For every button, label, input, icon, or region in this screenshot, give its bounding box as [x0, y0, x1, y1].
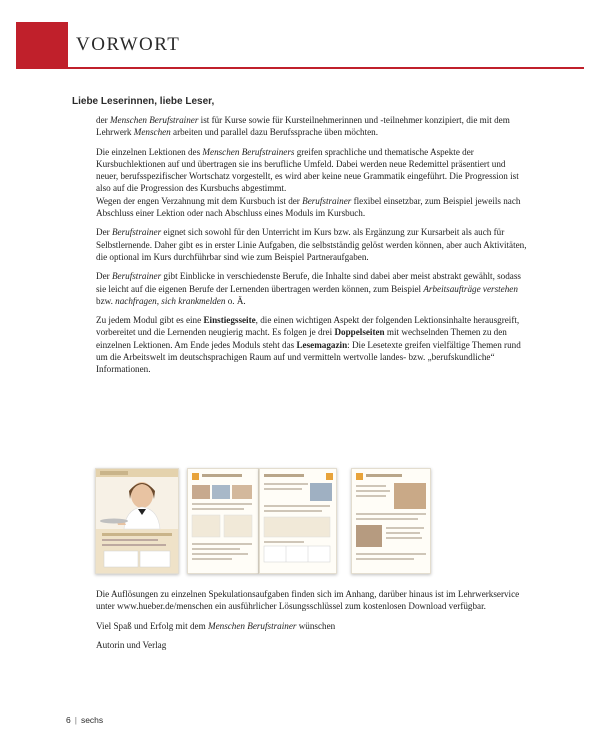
paragraph-lessons: Die einzelnen Lektionen des Menschen Berufstrainers greifen sprachliche und thematische Aspekte der Kursbuchlektionen auf und übertragen sie ins berufliche Umfeld. Dabei werden neue Redemittel präsentiert und neuer, berufsspezifischer Wortschatz vorgestellt, es wird aber keine neue Grammatik eingeführt. Die Progression ist also auf die Progression des Kursbuchs abgestimmt. Wegen der engen Verzahnung mit dem Kursbuch ist der Berufstrainer flexibel einsetzbar, zum Beispiel jeweils nach Abschluss einer Lektion oder nach Abschluss eines Moduls im Kursbuch. — [96, 146, 521, 219]
entry-page-illustration — [96, 469, 178, 573]
page-number-word: sechs — [80, 715, 104, 725]
double-page-right-thumbnail — [259, 468, 337, 574]
double-page-left-illustration — [188, 469, 258, 573]
page-number: 6 — [66, 715, 71, 725]
paragraph-professions: Der Berufstrainer gibt Einblicke in verschiedenste Berufe, die Inhalte sind dabei aber meist abstrakt gewählt, sodass sie leicht auf die eigenen Berufe der Lernenden übertragen werden können, zum Beispiel Arbeitsaufträge verstehen bzw. nachfragen, sich krankmelden o. Ä. — [96, 271, 521, 306]
paragraph-signature: Autorin und Verlag — [96, 639, 167, 650]
double-page-right-illustration — [260, 469, 336, 573]
page-footer — [66, 715, 103, 725]
paragraph-structure: Zu jedem Modul gibt es eine Einstiegsseite, die einen wichtigen Aspekt der folgenden Lektionsinhalte herausgreift, vorbereitet und die Lernenden neugierig macht. Es folgen je drei Doppelseiten mit wechselnden Themen zu den einzelnen Lektionen. Am Ende jedes Moduls steht das Lesemagazin: Die Lesetexte greifen vielfältige Themen rund um die Arbeitswelt im deutschsprachigen Raum auf und vermitteln wertvolle landes- bzw. „berufskundliche“ Informationen. — [96, 315, 521, 375]
header-red-block — [16, 22, 68, 68]
reading-magazine-thumbnail — [351, 468, 431, 574]
entry-page-thumbnail — [95, 468, 179, 574]
reading-magazine-illustration — [352, 469, 430, 573]
greeting: Liebe Leserinnen, liebe Leser, — [72, 96, 215, 107]
paragraph-wishes: Viel Spaß und Erfolg mit dem Menschen Berufstrainer wünschen — [96, 620, 336, 631]
paragraph-usage: Der Berufstrainer eignet sich sowohl für den Unterricht im Kurs bzw. als Ergänzung zur Kursarbeit als auch für Selbstlernende. Daher gibt es in erster Linie Aufgaben, die selbstständig gelöst werden können, aber auch Aktivitäten, die optional im Kurs durchführbar sind wie zum Beispiel Partneraufgaben. — [96, 227, 527, 262]
double-page-left-thumbnail — [187, 468, 259, 574]
title-rule — [16, 67, 584, 69]
preface-body — [96, 114, 528, 383]
paragraph-solutions: Die Auflösungen zu einzelnen Spekulationsaufgaben finden sich im Anhang, darüber hinaus ist im Lehrwerkservice unter www.hueber.de/menschen ein ausführlicher Lösungsschlüssel zum kostenlosen Download verfügbar. — [96, 589, 520, 612]
paragraph-intro: der Menschen Berufstrainer ist für Kurse sowie für Kursteilnehmerinnen und -teilnehmer konzipiert, die mit dem Lehrwerk Menschen arbeiten und parallel dazu Berufssprache üben möchten. — [96, 115, 510, 138]
page-title: VORWORT — [76, 34, 181, 55]
sample-pages-images — [95, 468, 435, 578]
footer-separator: | — [74, 715, 77, 725]
preface-closing — [96, 588, 528, 658]
